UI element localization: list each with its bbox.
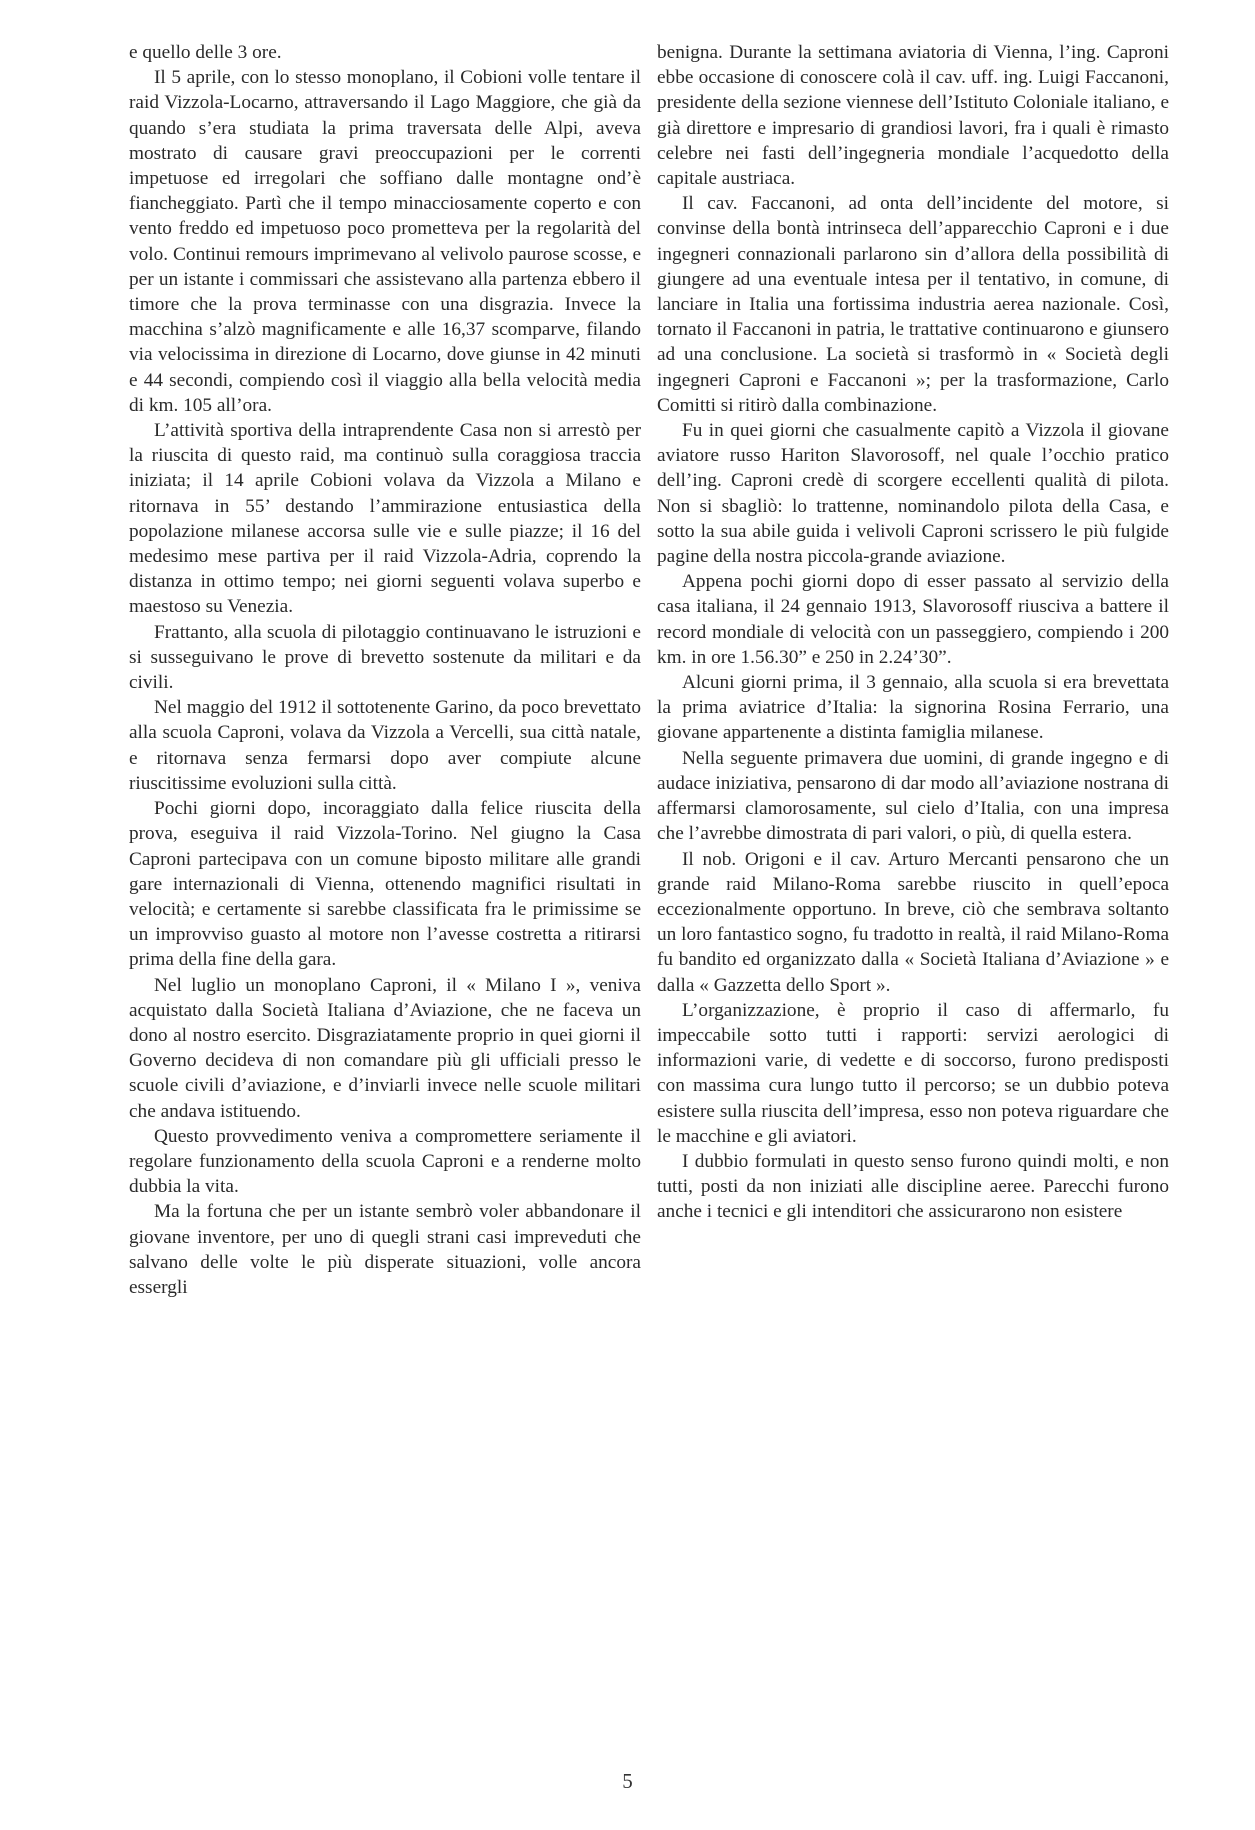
page-number: 5 bbox=[622, 1769, 633, 1793]
paragraph: e quello delle 3 ore. bbox=[129, 42, 282, 63]
left-column bbox=[129, 40, 641, 1300]
paragraph: L’attività sportiva della intraprendente Casa non si arrestò per la riuscita di questo raid, ma continuò sulla coraggiosa traccia iniziata; il 14 aprile Cobioni volava da Vizzola a Milano e ritornava in 55’ destando l’ammirazione entusiastica della popolazione milanese accorsa sulle vie e sulle piazze; il 16 del medesimo mese partiva per il raid Vizzola-Adria, coprendo la distanza in ottimo tempo; nei giorni seguenti volava superbo e maestoso su Venezia. bbox=[129, 420, 641, 618]
paragraph: Pochi giorni dopo, incoraggiato dalla felice riuscita della prova, eseguiva il raid Vizzola-Torino. Nel giugno la Casa Caproni partecipava con un comune biposto militare alle grandi gare internazionali di Vienna, ottenendo magnifici risultati in velocità; e certamente si sarebbe classificata fra le primissime se un improvviso guasto al motore non l’avesse costretta a ritirarsi prima della fine della gara. bbox=[129, 798, 641, 971]
paragraph: Appena pochi giorni dopo di esser passato al servizio della casa italiana, il 24 gennaio 1913, Slavorosoff riusciva a battere il record mondiale di velocità con un passeggiero, compiendo i 200 km. in ore 1.56.30” e 250 in 2.24’30”. bbox=[657, 571, 1169, 668]
paragraph: benigna. Durante la settimana aviatoria di Vienna, l’ing. Caproni ebbe occasione di conoscere colà il cav. uff. ing. Luigi Faccanoni, presidente della sezione viennese dell’Istituto Coloniale italiano, e già direttore e impresario di grandiosi lavori, fra i quali è rimasto celebre nei fasti dell’ingegneria mondiale l’acquedotto della capitale austriaca. bbox=[657, 42, 1169, 190]
paragraph: Nella seguente primavera due uomini, di grande ingegno e di audace iniziativa, pensarono di dar modo all’aviazione nostrana di affermarsi clamorosamente, sul cielo d’Italia, con una impresa che l’avrebbe dimostrata di pari valori, o più, di quella estera. bbox=[657, 747, 1169, 845]
paragraph: Questo provvedimento veniva a compromettere seriamente il regolare funzionamento della scuola Caproni e a renderne molto dubbia la vita. bbox=[129, 1125, 641, 1198]
paragraph: Nel luglio un monoplano Caproni, il « Milano I », veniva acquistato dalla Società Italiana d’Aviazione, che ne faceva un dono al nostro esercito. Disgraziatamente proprio in quei giorni il Governo decideva di non comandare più gli ufficiali presso le scuole civili d’aviazione, e d’inviarli invece nelle scuole militari che andava istituendo. bbox=[129, 974, 641, 1122]
paragraph: Fu in quei giorni che casualmente capitò a Vizzola il giovane aviatore russo Hariton Slavorosoff, nel quale l’occhio pratico dell’ing. Caproni credè di scorgere eccellenti qualità di pilota. Non si sbagliò: lo trattenne, nominandolo pilota della Casa, e sotto la sua abile guida i velivoli Caproni scrissero le più fulgide pagine della nostra piccola-grande aviazione. bbox=[657, 420, 1169, 568]
paragraph: Alcuni giorni prima, il 3 gennaio, alla scuola si era brevettata la prima aviatrice d’Italia: la signorina Rosina Ferrario, una giovane appartenente a distinta famiglia milanese. bbox=[657, 672, 1169, 744]
paragraph: Ma la fortuna che per un istante sembrò voler abbandonare il giovane inventore, per uno di quegli strani casi impreveduti che salvano delle volte le più disperate situazioni, volle ancora essergli bbox=[129, 1201, 641, 1298]
paragraph: I dubbio formulati in questo senso furono quindi molti, e non tutti, posti da non iniziati alle discipline aeree. Parecchi furono anche i tecnici e gli intenditori che assicurarono non esistere bbox=[657, 1150, 1169, 1223]
right-column bbox=[657, 40, 1169, 1225]
paragraph: Il nob. Origoni e il cav. Arturo Mercanti pensarono che un grande raid Milano-Roma sarebbe riuscito in quell’epoca eccezionalmente opportuno. In breve, ciò che sembrava soltanto un loro fantastico sogno, fu tradotto in realtà, il raid Milano-Roma fu bandito ed organizzato dalla « Società Italiana d’Aviazione » e dalla « Gazzetta dello Sport ». bbox=[657, 848, 1169, 996]
paragraph: Nel maggio del 1912 il sottotenente Garino, da poco brevettato alla scuola Caproni, volava da Vizzola a Vercelli, sua città natale, e ritornava senza fermarsi dopo aver compiute alcune riuscitissime evoluzioni sulla città. bbox=[129, 697, 641, 794]
paragraph: Il cav. Faccanoni, ad onta dell’incidente del motore, si convinse della bontà intrinseca dell’apparecchio Caproni e i due ingegneri connazionali parlarono sin d’allora della possibilità di giungere ad una eventuale intesa per il tentativo, in comune, di lanciare in Italia una fortissima industria aerea nazionale. Così, tornato il Faccanoni in patria, le trattative continuarono e giunsero ad una conclusione. La società si trasformò in « Società degli ingegneri Caproni e Faccanoni »; per la trasformazione, Carlo Comitti si ritirò dalla combinazione. bbox=[657, 193, 1169, 416]
paragraph: Il 5 aprile, con lo stesso monoplano, il Cobioni volle tentare il raid Vizzola-Locarno, attraversando il Lago Maggiore, che già da quando s’era studiata la prima traversata delle Alpi, aveva mostrato di causare gravi preoccupazioni per le correnti impetuose ed irregolari che soffiano dalle montagne ond’è fiancheggiato. Partì che il tempo minacciosamente coperto e con vento freddo ed impetuoso poco prometteva per la regolarità del volo. Continui remours imprimevano al velivolo paurose scosse, e per un istante i commissari che assistevano alla partenza ebbero il timore che la prova terminasse con una disgrazia. Invece la macchina s’alzò magnificamente e alle 16,37 scomparve, filando via velocissima in direzione di Locarno, dove giunse in 42 minuti e 44 secondi, compiendo così il viaggio alla bella velocità media di km. 105 all’ora. bbox=[129, 67, 641, 416]
paragraph: Frattanto, alla scuola di pilotaggio continuavano le istruzioni e si susseguivano le prove di brevetto sostenute da militari e da civili. bbox=[129, 621, 641, 694]
paragraph: L’organizzazione, è proprio il caso di affermarlo, fu impeccabile sotto tutti i rapporti: servizi aerologici di informazioni varie, di vedette e di soccorso, furono predisposti con massima cura lungo tutto il percorso; se un dubbio poteva esistere sulla riuscita dell’impresa, esso non poteva riguardare che le macchine e gli aviatori. bbox=[657, 999, 1169, 1147]
